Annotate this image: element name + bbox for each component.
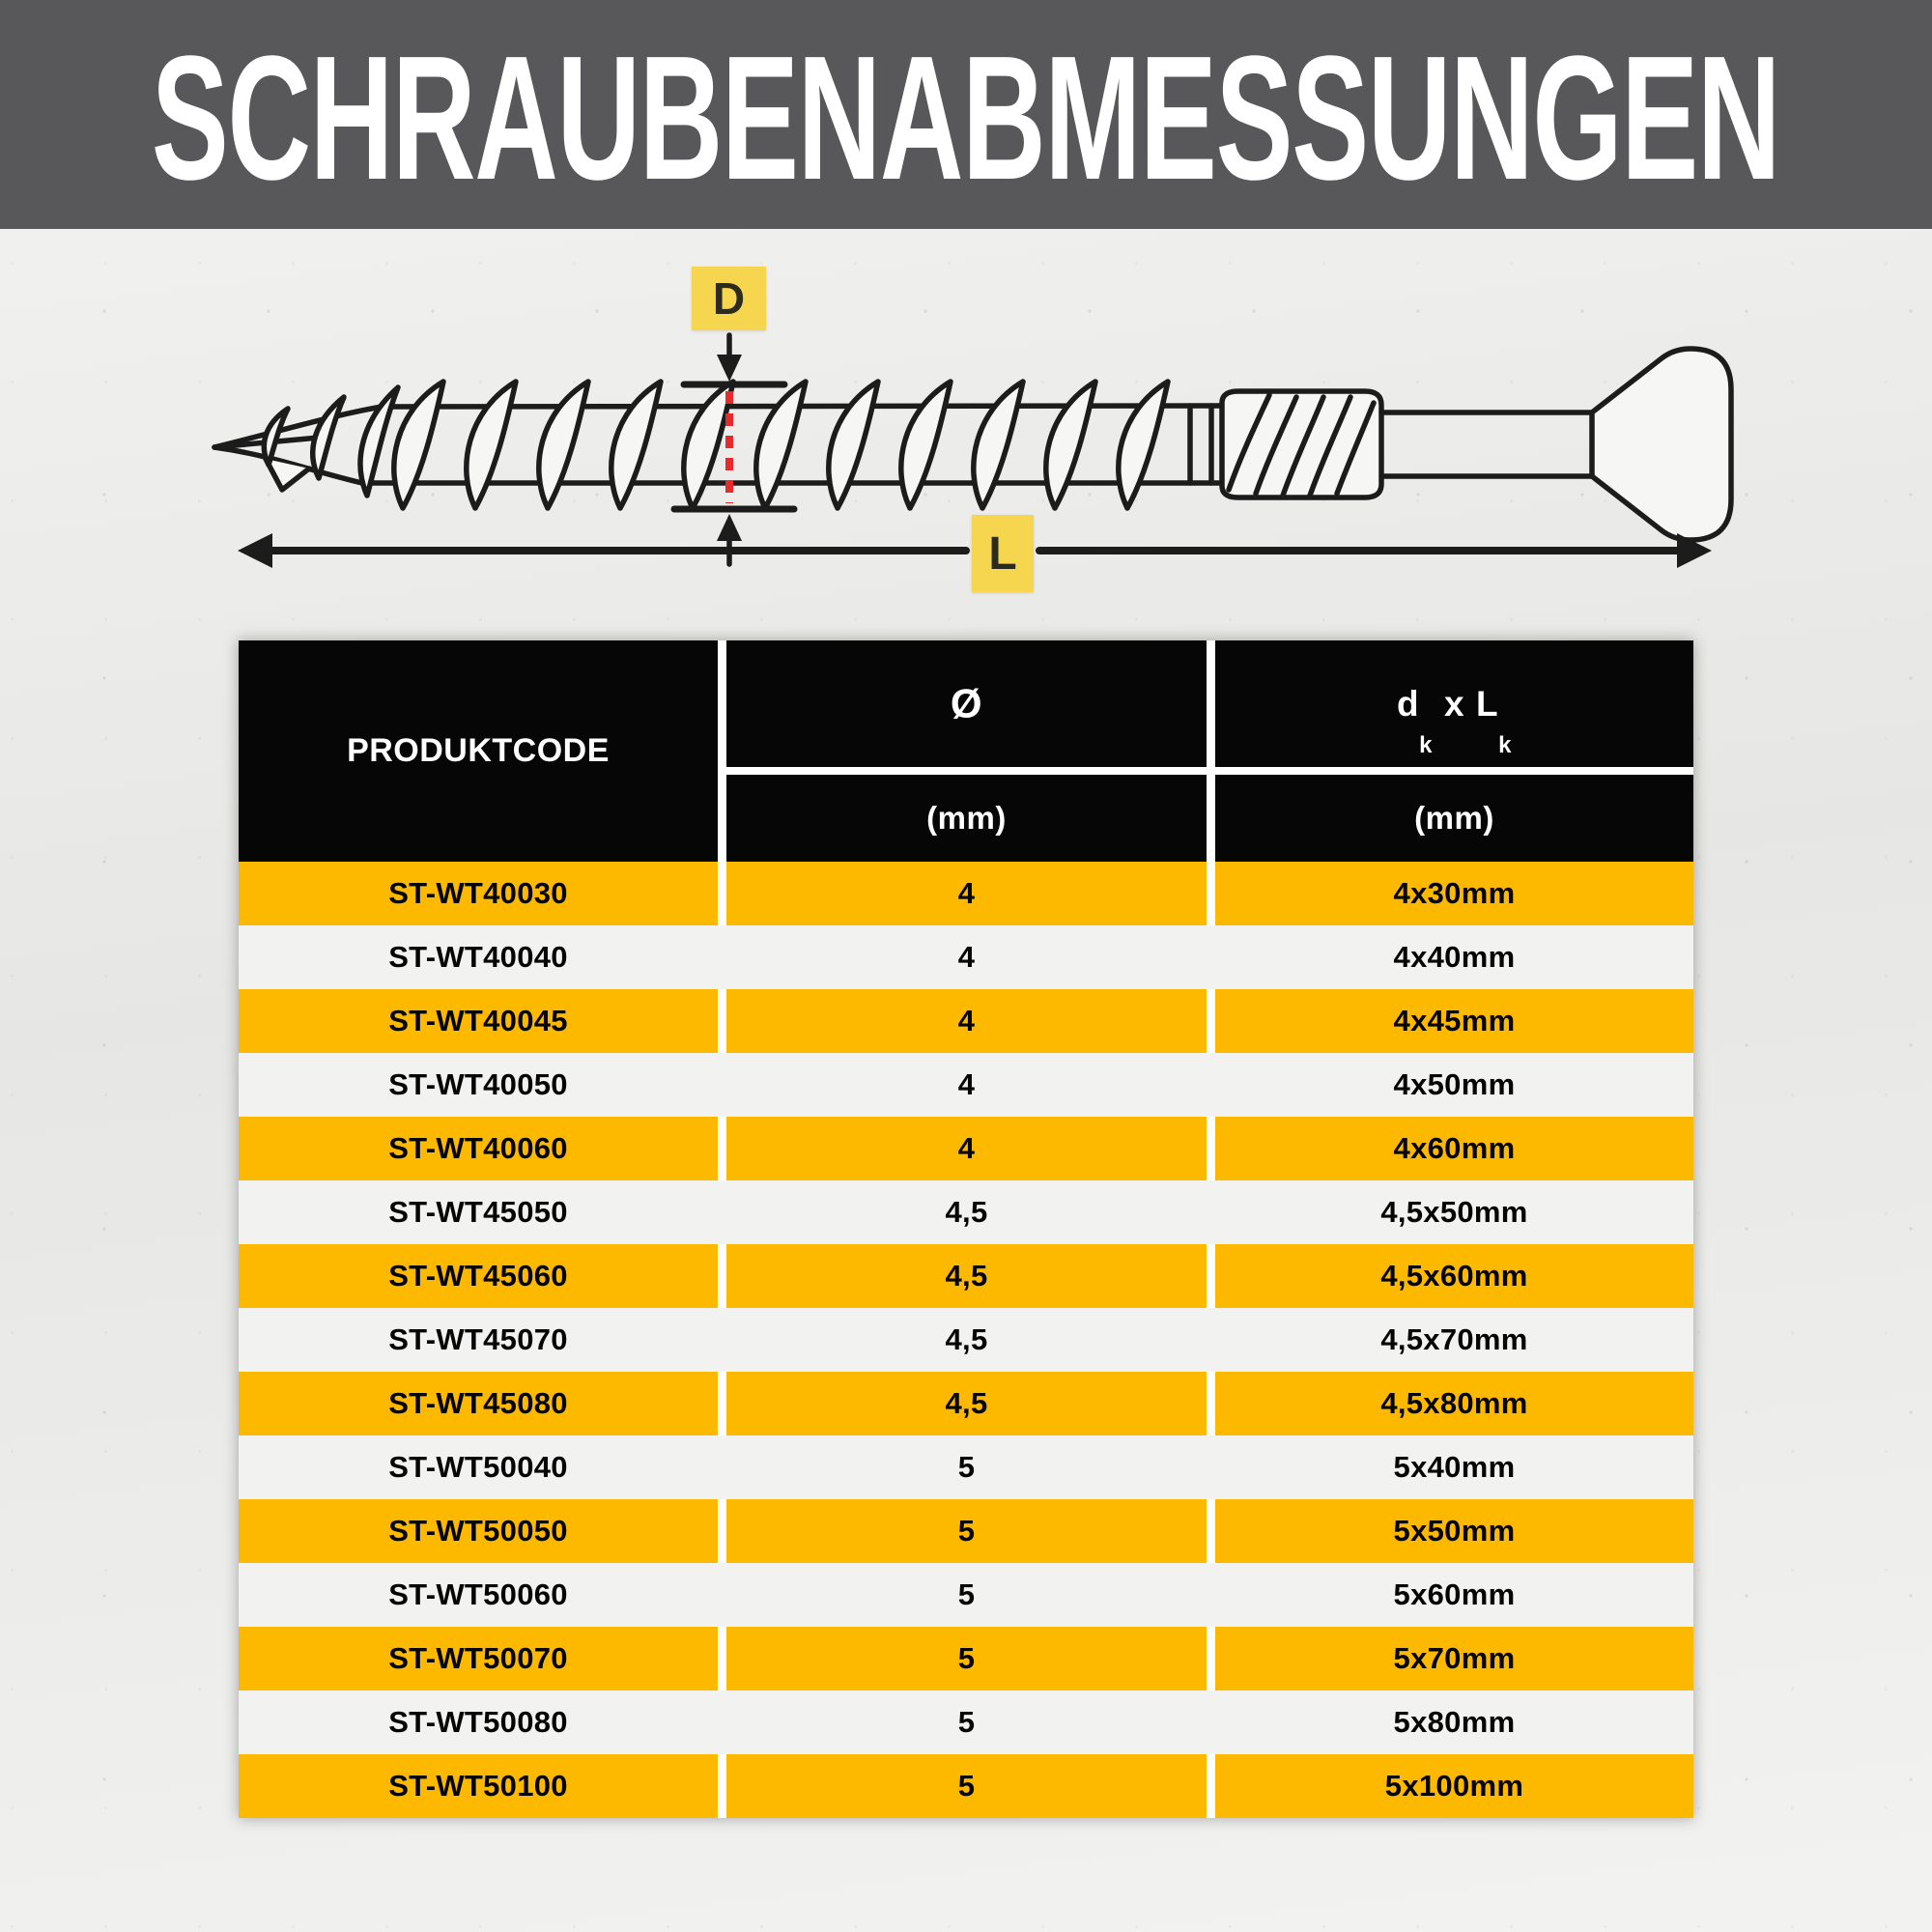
screw-shank xyxy=(1381,412,1592,476)
table-cell-code: ST-WT50040 xyxy=(239,1435,718,1499)
table-cell-code: ST-WT50070 xyxy=(239,1627,718,1690)
table-cell-code: ST-WT40060 xyxy=(239,1117,718,1180)
header-produktcode: PRODUKTCODE xyxy=(239,640,718,862)
header-diameter-unit: (mm) xyxy=(726,775,1207,862)
table-cell-code: ST-WT40030 xyxy=(239,862,718,925)
table-cell-code: ST-WT50050 xyxy=(239,1499,718,1563)
table-row xyxy=(239,1372,1693,1435)
table-cell-size: 4x45mm xyxy=(1215,989,1693,1053)
table-cell-diameter: 4 xyxy=(726,1117,1207,1180)
table-cell-diameter: 4,5 xyxy=(726,1180,1207,1244)
table-row xyxy=(239,1435,1693,1499)
table-row xyxy=(239,1627,1693,1690)
table-cell-size: 4,5x70mm xyxy=(1215,1308,1693,1372)
page-title: SCHRAUBENABMESSUNGEN xyxy=(152,18,1780,216)
table-cell-code: ST-WT50060 xyxy=(239,1563,718,1627)
table-cell-code: ST-WT45080 xyxy=(239,1372,718,1435)
table-cell-size: 5x50mm xyxy=(1215,1499,1693,1563)
header-lk-sub: k xyxy=(1498,732,1512,758)
table-row xyxy=(239,925,1693,989)
table-cell-size: 4x30mm xyxy=(1215,862,1693,925)
length-label: L xyxy=(972,515,1034,592)
table-cell-diameter: 5 xyxy=(726,1563,1207,1627)
table-cell-diameter: 5 xyxy=(726,1690,1207,1754)
header-dk-sub: k xyxy=(1419,732,1433,758)
table-cell-size: 4,5x50mm xyxy=(1215,1180,1693,1244)
table-row xyxy=(239,1690,1693,1754)
table-header xyxy=(239,640,1693,862)
diameter-label: D xyxy=(692,267,766,330)
table-cell-size: 5x70mm xyxy=(1215,1627,1693,1690)
table-cell-diameter: 4 xyxy=(726,925,1207,989)
table-row xyxy=(239,989,1693,1053)
table-cell-code: ST-WT40040 xyxy=(239,925,718,989)
table-cell-size: 4x50mm xyxy=(1215,1053,1693,1117)
table-cell-diameter: 5 xyxy=(726,1435,1207,1499)
table-cell-size: 4x60mm xyxy=(1215,1117,1693,1180)
table-cell-diameter: 4 xyxy=(726,989,1207,1053)
table-cell-diameter: 4 xyxy=(726,862,1207,925)
table-cell-size: 4,5x60mm xyxy=(1215,1244,1693,1308)
table-cell-code: ST-WT45060 xyxy=(239,1244,718,1308)
table-row xyxy=(239,862,1693,925)
table-cell-code: ST-WT50080 xyxy=(239,1690,718,1754)
header-diameter-symbol: Ø xyxy=(726,640,1207,767)
table-cell-size: 5x100mm xyxy=(1215,1754,1693,1818)
header-lk: L xyxy=(1476,683,1499,724)
table-cell-diameter: 4,5 xyxy=(726,1372,1207,1435)
table-cell-diameter: 4,5 xyxy=(726,1244,1207,1308)
spec-table xyxy=(239,640,1693,1818)
screw-collar xyxy=(1190,406,1211,483)
table-cell-code: ST-WT40050 xyxy=(239,1053,718,1117)
header-dklk-unit: (mm) xyxy=(1215,775,1693,862)
table-cell-size: 4x40mm xyxy=(1215,925,1693,989)
table-cell-size: 4,5x80mm xyxy=(1215,1372,1693,1435)
table-cell-diameter: 4 xyxy=(726,1053,1207,1117)
header-dk: d xyxy=(1396,683,1420,724)
title-band xyxy=(0,0,1932,229)
table-row xyxy=(239,1244,1693,1308)
table-cell-diameter: 5 xyxy=(726,1627,1207,1690)
table-row xyxy=(239,1499,1693,1563)
table-cell-diameter: 5 xyxy=(726,1754,1207,1818)
table-row xyxy=(239,1308,1693,1372)
header-dk-x-lk xyxy=(1215,640,1693,767)
table-cell-code: ST-WT45070 xyxy=(239,1308,718,1372)
table-cell-size: 5x80mm xyxy=(1215,1690,1693,1754)
table-cell-diameter: 5 xyxy=(726,1499,1207,1563)
table-row xyxy=(239,1180,1693,1244)
table-row xyxy=(239,1563,1693,1627)
table-row xyxy=(239,1117,1693,1180)
table-row xyxy=(239,1754,1693,1818)
table-cell-code: ST-WT50100 xyxy=(239,1754,718,1818)
screw-threads xyxy=(394,382,1168,508)
screw-head xyxy=(1592,349,1731,540)
table-cell-code: ST-WT40045 xyxy=(239,989,718,1053)
table-cell-size: 5x40mm xyxy=(1215,1435,1693,1499)
screw-diagram xyxy=(174,246,1739,623)
table-cell-diameter: 4,5 xyxy=(726,1308,1207,1372)
table-row xyxy=(239,1053,1693,1117)
table-body xyxy=(239,862,1693,1818)
header-x-separator: x xyxy=(1443,683,1465,724)
screw-knurl xyxy=(1222,391,1381,497)
table-cell-size: 5x60mm xyxy=(1215,1563,1693,1627)
table-cell-code: ST-WT45050 xyxy=(239,1180,718,1244)
